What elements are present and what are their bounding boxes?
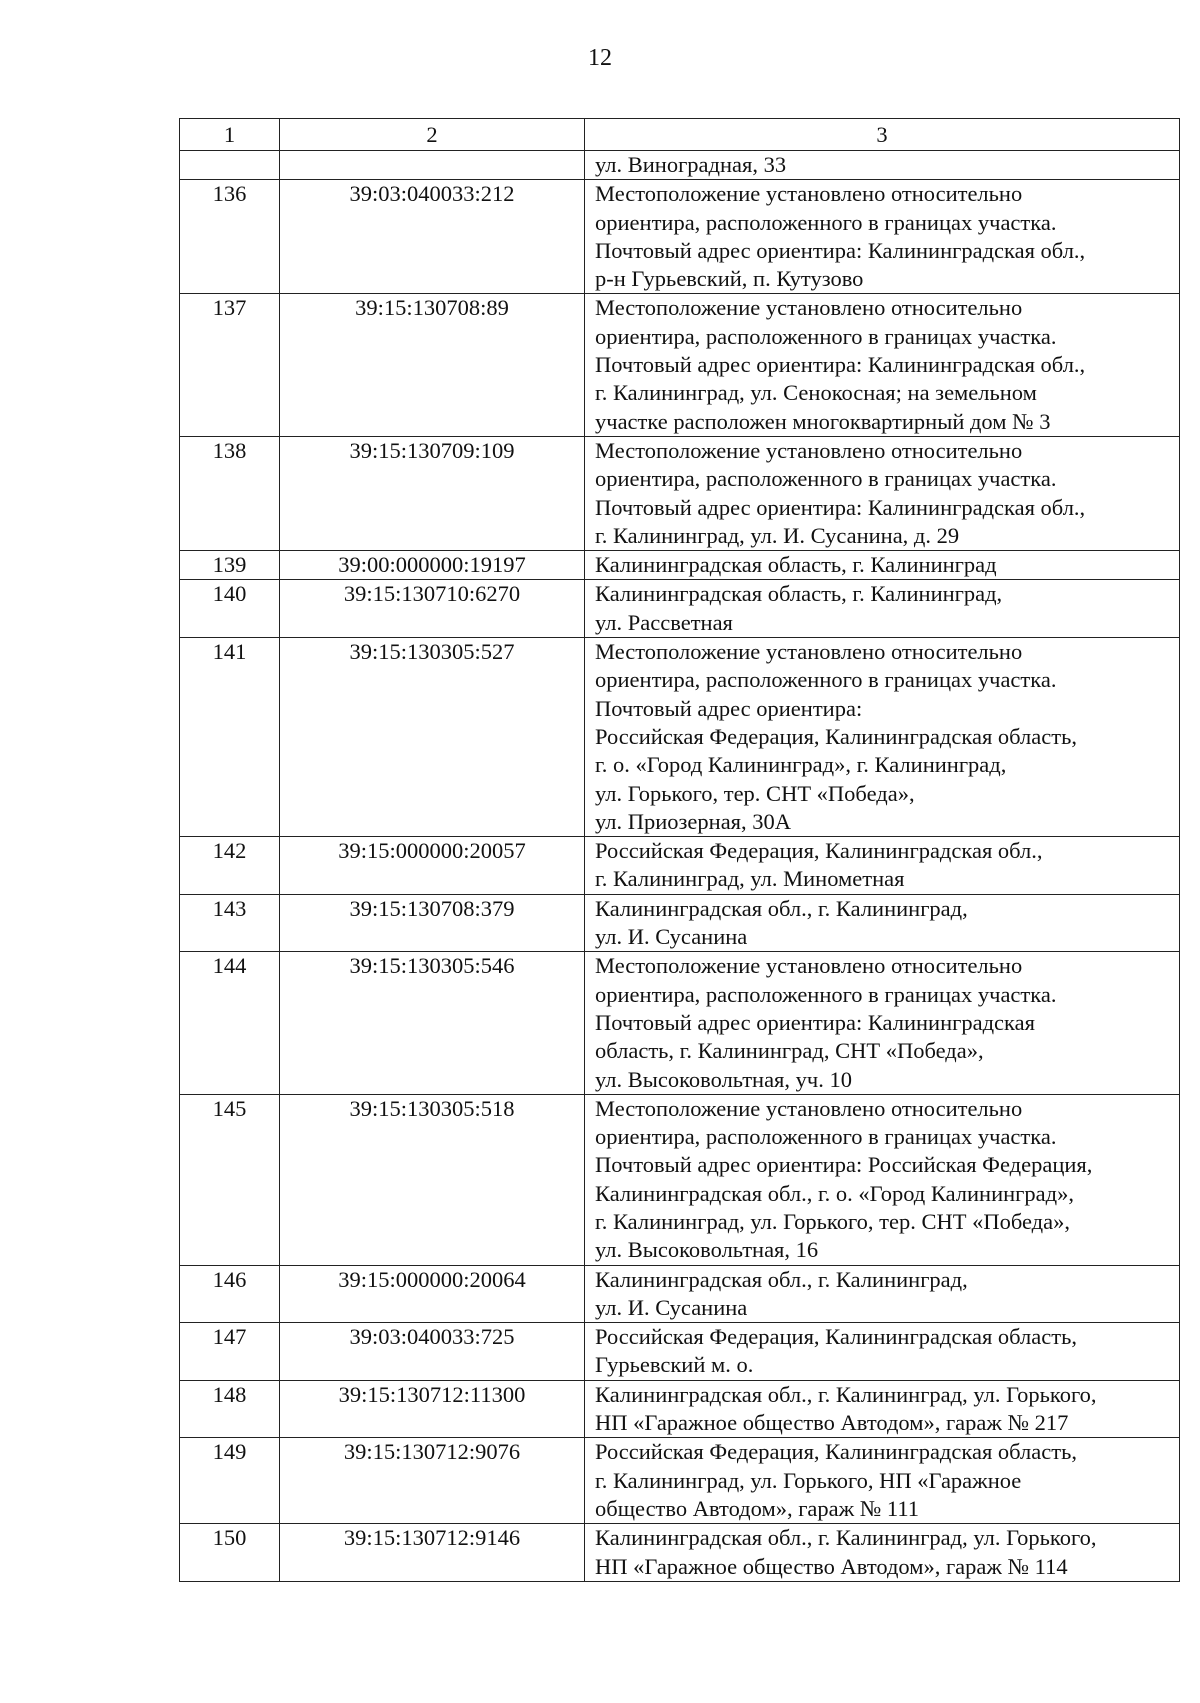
address-line: ориентира, расположенного в границах участка.	[595, 667, 1057, 693]
address-line: Российская Федерация, Калининградская область,	[595, 723, 1077, 749]
page-number: 12	[588, 45, 612, 71]
address-line: р-н Гурьевский, п. Кутузово	[595, 266, 864, 292]
table-body	[180, 151, 1180, 1582]
row-number: 136	[180, 180, 280, 294]
row-number: 150	[180, 1524, 280, 1582]
address-line: ул. Виноградная, 33	[595, 152, 787, 177]
table-row	[180, 151, 1180, 180]
address-cell	[585, 436, 1180, 550]
address-line: Гурьевский м. о.	[595, 1352, 754, 1378]
address-cell	[585, 180, 1180, 294]
address-line: г. Калининград, ул. Горького, НП «Гаражное	[595, 1467, 1022, 1493]
address-line: Местоположение установлено относительно	[595, 437, 1023, 463]
address-cell	[585, 837, 1180, 895]
address-line: Российская Федерация, Калининградская область,	[595, 1324, 1077, 1350]
address-line: Почтовый адрес ориентира:	[595, 695, 863, 721]
table-row	[180, 894, 1180, 952]
table-row	[180, 436, 1180, 550]
row-number: 149	[180, 1438, 280, 1524]
cadastral-number: 39:15:130709:109	[280, 436, 585, 550]
cadastral-number: 39:03:040033:212	[280, 180, 585, 294]
address-line: г. Калининград, ул. Минометная	[595, 866, 905, 892]
address-line: ул. Рассветная	[595, 609, 733, 635]
address-line: Российская Федерация, Калининградская обл.,	[595, 838, 1043, 864]
address-line: ул. Высоковольтная, уч. 10	[595, 1066, 852, 1092]
land-plot-table	[179, 118, 1180, 1582]
cadastral-number: 39:15:130712:9146	[280, 1524, 585, 1582]
address-line: Местоположение установлено относительно	[595, 639, 1023, 665]
address-line: Российская Федерация, Калининградская область,	[595, 1439, 1077, 1465]
address-cell	[585, 580, 1180, 638]
address-line: ул. Высоковольтная, 16	[595, 1237, 819, 1263]
row-number: 143	[180, 894, 280, 952]
row-number: 139	[180, 551, 280, 580]
address-cell	[585, 1438, 1180, 1524]
address-line: Калининградская обл., г. Калининград,	[595, 895, 968, 921]
address-line: Почтовый адрес ориентира: Российская Федерация,	[595, 1152, 1093, 1178]
table-row	[180, 1094, 1180, 1265]
address-line: ориентира, расположенного в границах участка.	[595, 981, 1057, 1007]
table-header	[180, 119, 1180, 151]
address-cell	[585, 894, 1180, 952]
cadastral-number: 39:15:000000:20064	[280, 1265, 585, 1323]
address-line: Калининградская обл., г. Калининград, ул. Горького,	[595, 1525, 1097, 1551]
address-line: г. о. «Город Калининград», г. Калининград,	[595, 752, 1007, 778]
address-line: ориентира, расположенного в границах участка.	[595, 209, 1057, 235]
address-line: ориентира, расположенного в границах участка.	[595, 466, 1057, 492]
address-cell	[585, 638, 1180, 837]
cadastral-number	[280, 151, 585, 180]
address-cell	[585, 952, 1180, 1094]
address-line: ориентира, расположенного в границах участка.	[595, 323, 1057, 349]
address-line: НП «Гаражное общество Автодом», гараж № 114	[595, 1553, 1068, 1579]
address-line: область, г. Калининград, СНТ «Победа»,	[595, 1038, 984, 1064]
address-cell	[585, 1323, 1180, 1381]
row-number	[180, 151, 280, 180]
address-line: ул. И. Сусанина	[595, 1294, 748, 1320]
cadastral-number: 39:15:130712:11300	[280, 1380, 585, 1438]
table-row	[180, 180, 1180, 294]
address-cell	[585, 551, 1180, 580]
address-line: Калининградская обл., г. о. «Город Калининград»,	[595, 1180, 1074, 1206]
cadastral-number: 39:15:130708:379	[280, 894, 585, 952]
address-line: ул. Горького, тер. СНТ «Победа»,	[595, 780, 915, 806]
address-line: общество Автодом», гараж № 111	[595, 1495, 919, 1521]
table-row	[180, 580, 1180, 638]
address-line: ул. Приозерная, 30А	[595, 808, 792, 834]
address-line: Местоположение установлено относительно	[595, 953, 1023, 979]
address-cell	[585, 1094, 1180, 1265]
table-row	[180, 837, 1180, 895]
cadastral-number: 39:15:130708:89	[280, 294, 585, 436]
cadastral-number: 39:15:130710:6270	[280, 580, 585, 638]
address-cell	[585, 294, 1180, 436]
row-number: 141	[180, 638, 280, 837]
address-cell	[585, 151, 1180, 180]
cadastral-number: 39:00:000000:19197	[280, 551, 585, 580]
table-row	[180, 1524, 1180, 1582]
row-number: 148	[180, 1380, 280, 1438]
row-number: 140	[180, 580, 280, 638]
address-line: Почтовый адрес ориентира: Калининградская обл.,	[595, 237, 1086, 263]
header-col-3: 3	[585, 119, 1180, 151]
cadastral-number: 39:15:000000:20057	[280, 837, 585, 895]
address-line: ориентира, расположенного в границах участка.	[595, 1124, 1057, 1150]
cadastral-number: 39:03:040033:725	[280, 1323, 585, 1381]
cadastral-number: 39:15:130305:518	[280, 1094, 585, 1265]
cadastral-number: 39:15:130305:527	[280, 638, 585, 837]
address-line: г. Калининград, ул. Сенокосная; на земельном	[595, 380, 1037, 406]
address-cell	[585, 1524, 1180, 1582]
table-row	[180, 294, 1180, 436]
address-line: ул. И. Сусанина	[595, 924, 748, 950]
address-line: г. Калининград, ул. И. Сусанина, д. 29	[595, 522, 960, 548]
address-cell	[585, 1265, 1180, 1323]
address-line: НП «Гаражное общество Автодом», гараж № 217	[595, 1410, 1069, 1436]
table-row	[180, 638, 1180, 837]
address-line: Почтовый адрес ориентира: Калининградская	[595, 1009, 1035, 1035]
address-line: Калининградская область, г. Калининград	[595, 552, 997, 578]
row-number: 145	[180, 1094, 280, 1265]
row-number: 144	[180, 952, 280, 1094]
table-row	[180, 1438, 1180, 1524]
header-col-2: 2	[280, 119, 585, 151]
row-number: 146	[180, 1265, 280, 1323]
header-row	[180, 119, 1180, 151]
cadastral-number: 39:15:130712:9076	[280, 1438, 585, 1524]
address-line: Местоположение установлено относительно	[595, 181, 1023, 207]
address-line: Местоположение установлено относительно	[595, 1095, 1023, 1121]
address-line: Калининградская обл., г. Калининград, ул. Горького,	[595, 1381, 1097, 1407]
header-col-1: 1	[180, 119, 280, 151]
table-row	[180, 1380, 1180, 1438]
table-row	[180, 551, 1180, 580]
address-line: Калининградская обл., г. Калининград,	[595, 1266, 968, 1292]
address-line: г. Калининград, ул. Горького, тер. СНТ «Победа»,	[595, 1208, 1070, 1234]
address-line: Почтовый адрес ориентира: Калининградская обл.,	[595, 494, 1086, 520]
row-number: 137	[180, 294, 280, 436]
cadastral-number: 39:15:130305:546	[280, 952, 585, 1094]
address-line: Местоположение установлено относительно	[595, 295, 1023, 321]
address-cell	[585, 1380, 1180, 1438]
row-number: 147	[180, 1323, 280, 1381]
row-number: 138	[180, 436, 280, 550]
row-number: 142	[180, 837, 280, 895]
table-row	[180, 952, 1180, 1094]
table-row	[180, 1265, 1180, 1323]
address-line: участке расположен многоквартирный дом № 3	[595, 408, 1051, 434]
address-line: Почтовый адрес ориентира: Калининградская обл.,	[595, 352, 1086, 378]
address-line: Калининградская область, г. Калининград,	[595, 581, 1003, 607]
table-row	[180, 1323, 1180, 1381]
